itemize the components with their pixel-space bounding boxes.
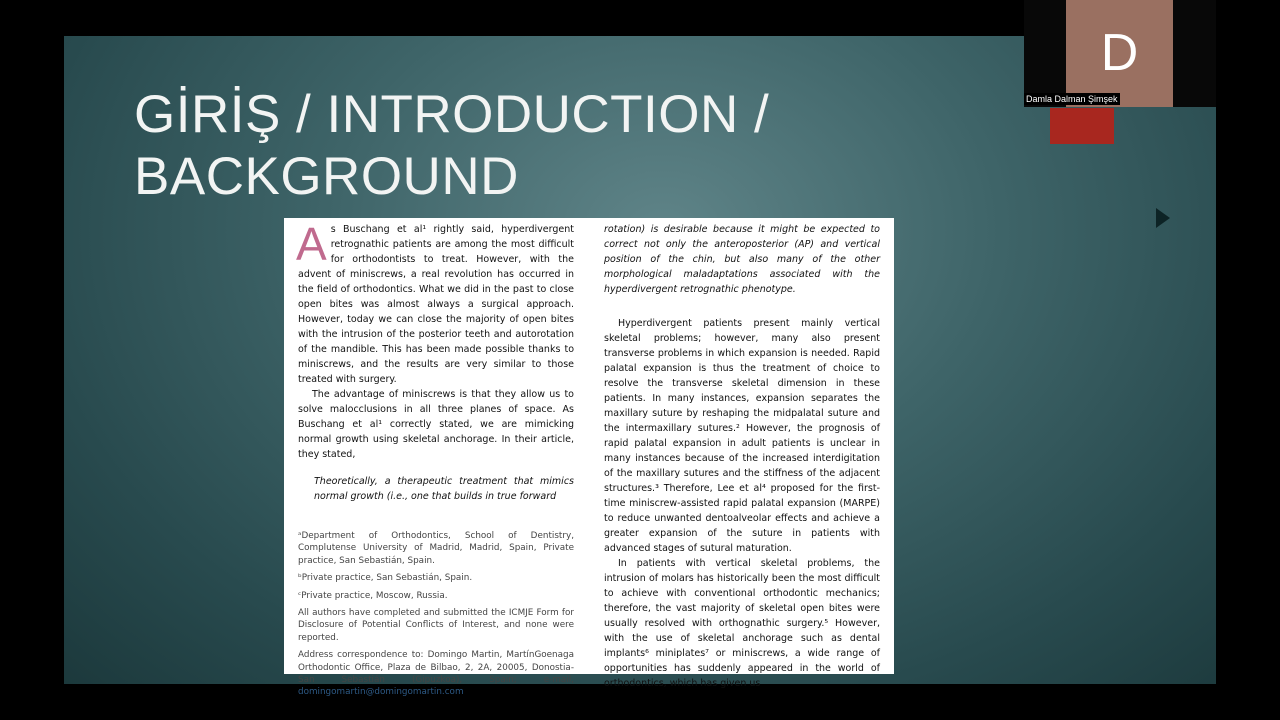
intro-text: s Buschang et al¹ rightly said, hyperdivergent retrognathic patients are among the most difficult for orthodontists to treat. However, with the advent of miniscrews, a real revolution has occurred in the field of orthodontics. What we did in the past to close open bites was almost always a surgical approach. However, today we can close the majority of open bites with the intrusion of the posterior teeth and autorotation of the mandible. This has been made possible thanks to miniscrews, and the results are very similar to those treated with surgery. xyxy=(298,224,574,385)
article-left-column xyxy=(296,218,574,704)
article-footnotes xyxy=(298,530,574,699)
footnote-b: ᵇPrivate practice, San Sebastián, Spain. xyxy=(298,573,473,584)
article-paragraph-intrusion: In patients with vertical skeletal problems, the intrusion of molars has historically been the most difficult to achieve with conventional orthodontic mechanics; therefore, the vast majority of skeletal open bites were usually resolved with orthognathic surgery.⁵ However, with the use of skeletal anchorage such as dental implants⁶ miniplates⁷ or miniscrews, a wide range of opportunities has suddenly appeared in the world of orthodontics, which has given us xyxy=(604,558,880,689)
slide-title xyxy=(134,84,769,208)
article-quote-continued: rotation) is desirable because it might be expected to correct not only the anteroposterior (AP) and vertical position of the chin, but also many of the other morphological maladaptations associated with the hyperdivergent retrognathic phenotype. xyxy=(604,224,880,295)
triangle-arrow-icon xyxy=(1156,208,1170,228)
article-right-column xyxy=(604,222,880,691)
article-paragraph-advantage: The advantage of miniscrews is that they allow us to solve malocclusions in all three planes of space. As Buschang et al¹ correctly stated, we are mimicking normal growth using skeletal anchorage. In their article, they stated, xyxy=(298,389,574,460)
article-quote: Theoretically, a therapeutic treatment that mimics normal growth (i.e., one that builds in true forward xyxy=(314,476,574,502)
article-intro-paragraph xyxy=(296,218,574,387)
article-excerpt-image xyxy=(284,218,894,698)
article-paragraph-expansion: Hyperdivergent patients present mainly vertical skeletal problems; however, many also present transverse problems in which expansion is needed. Rapid palatal expansion is thus the treatment of choice to resolve the transverse skeletal dimension in these patients. In many instances, expansion separates the maxillary suture by reshaping the midpalatal suture and the intermaxillary sutures.² However, the prognosis of rapid palatal expansion in adult patients is unclear in many instances because of the increased interdigitation of the maxillary sutures and the stiffness of the adjacent structures.³ Therefore, Lee et al⁴ proposed for the first-time miniscrew-assisted rapid palatal expansion (MARPE) to reduce unwanted dentoalveolar effects and achieve a greater expansion of the suture in patients with advanced stages of sutural maturation. xyxy=(604,318,880,554)
drop-cap-letter: A xyxy=(296,218,327,270)
presentation-slide xyxy=(64,36,1216,698)
red-accent-rectangle xyxy=(1050,108,1114,144)
participant-name: Damla Dalman Şimşek xyxy=(1026,94,1118,104)
address-text: Address correspondence to: Domingo Martin, MartínGoenaga Orthodontic Office, Plaza de Bilbao, 2, 2A, 20005, Donostia-San Sebastián (Gipuzkoa), Spain; e-mail, xyxy=(298,650,574,686)
slide-title-line-2: BACKGROUND xyxy=(134,147,519,206)
email-link[interactable]: domingomartin@domingomartin.com xyxy=(298,687,464,698)
correspondence-address xyxy=(298,649,574,699)
footnote-a: ᵃDepartment of Orthodontics, School of Dentistry, Complutense University of Madrid, Madrid, Spain, Private practice, San Sebastián, Spain. xyxy=(298,531,574,566)
conflict-disclosure: All authors have completed and submitted the ICMJE Form for Disclosure of Potential Conflicts of Interest, and none were reported. xyxy=(298,608,574,643)
participant-video-tile[interactable] xyxy=(1024,0,1216,107)
avatar: D xyxy=(1066,0,1173,107)
slide-title-line-1: GİRİŞ / INTRODUCTION / xyxy=(134,85,770,144)
footnote-c: ᶜPrivate practice, Moscow, Russia. xyxy=(298,590,448,601)
